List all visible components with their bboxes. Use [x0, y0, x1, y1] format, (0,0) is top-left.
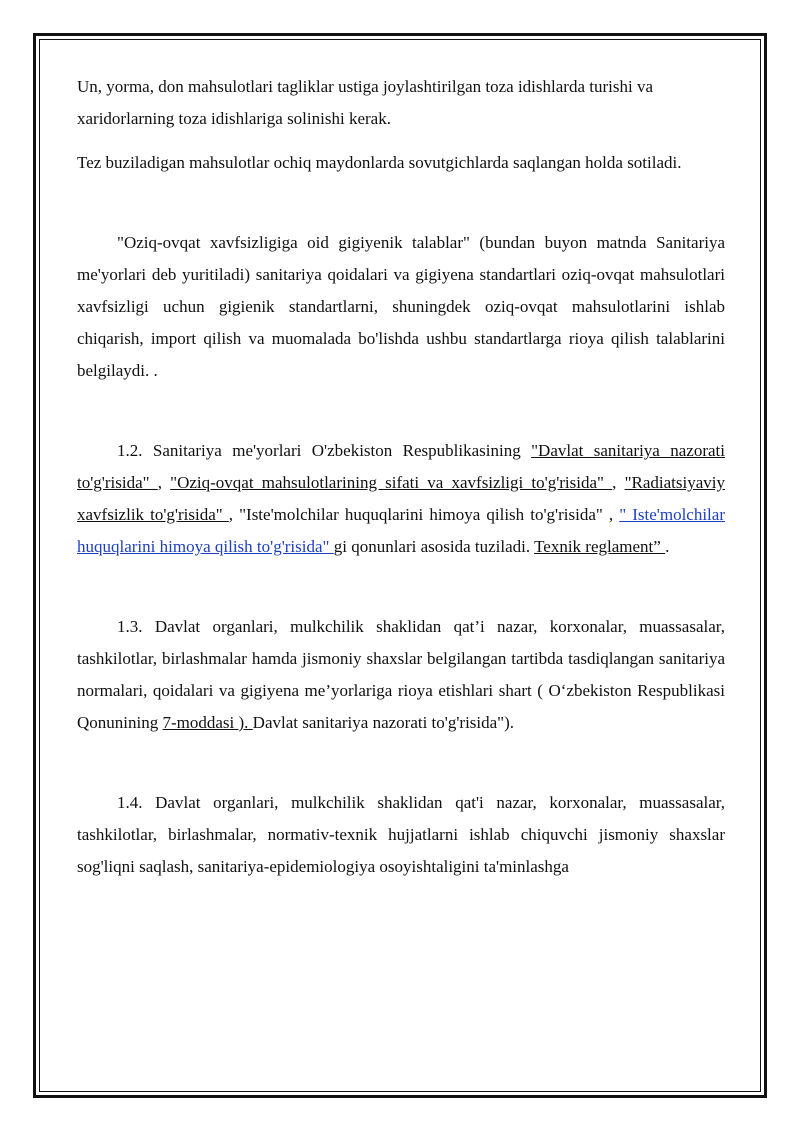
paragraph-grain-storage: Un, yorma, don mahsulotlari tagliklar ustiga joylashtirilgan toza idishlarda turishi va xaridorlarning toza idishlariga solinishi kerak. — [77, 77, 653, 128]
paragraph-hygiene-requirements: "Oziq-ovqat xavfsizligiga oid gigiyenik talablar" (bundan buyon matnda Sanitariya me'yorlari deb yuritiladi) sanitariya qoidalari va gigiyena standartlari oziq-ovqat mahsulotlari xavfsizligi uchun gigienik standartlarni, shuningdek oziq-ovqat mahsulotlarini ishlab chiqarish, import qilish va muomalada bo'lishda ushbu standartlarga rioya qilish talablarini belgilaydi. . — [77, 233, 725, 380]
link-article-7[interactable]: 7-moddasi ). — [162, 713, 253, 732]
text-segment: Davlat sanitariya nazorati to'g'risida"). — [252, 713, 515, 732]
text-segment: , "Iste'molchilar huquqlarini himoya qilish to'g'risida" , — [228, 505, 620, 524]
text-segment: . — [665, 537, 670, 556]
text-segment: gi qonunlari asosida tuziladi. — [333, 537, 535, 556]
text-segment: , — [612, 473, 625, 492]
text-segment: , — [157, 473, 171, 492]
paragraph-1-2 — [77, 435, 725, 563]
paragraph-1-4: 1.4. Davlat organlari, mulkchilik shaklidan qat'i nazar, korxonalar, muassasalar, tashkilotlar, birlashmalar, normativ-texnik hujjatlarni ishlab chiquvchi jismoniy shaxslar sog'liqni saqlash, sanitariya-epidemiologiya osoyishtaligini ta'minlashga — [77, 793, 725, 876]
document-body — [77, 71, 725, 883]
link-food-quality-law[interactable]: "Oziq-ovqat mahsulotlarining sifati va xavfsizligi to'g'risida" — [170, 473, 613, 492]
link-radiation-safety-law[interactable]: "Radiatsiyaviy xavfsizlik to'g'risida" — [77, 473, 726, 524]
link-technical-regulation[interactable]: Texnik reglament” — [534, 537, 666, 556]
paragraph-1-3 — [77, 611, 725, 739]
link-consumer-rights-law[interactable]: " Iste'molchilar huquqlarini himoya qilish to'g'risida" — [77, 505, 725, 556]
text-segment: 1.3. Davlat organlari, mulkchilik shaklidan qat’i nazar, korxonalar, muassasalar, tashkilotlar, birlashmalar hamda jismoniy shaxslar belgilangan tartibda tasdiqlangan sanitariya normalari, qoidalari va gigiyena me’yorlariga rioya etishlari shart ( O‘zbekiston Respublikasi Qonunining — [77, 617, 725, 732]
paragraph-perishables: Tez buziladigan mahsulotlar ochiq maydonlarda sovutgichlarda saqlangan holda sotiladi. — [77, 153, 682, 172]
text-segment: 1.2. Sanitariya me'yorlari O'zbekiston Respublikasining — [117, 441, 532, 460]
link-sanitary-control-law[interactable]: "Davlat sanitariya nazorati to'g'risida" — [77, 441, 725, 492]
